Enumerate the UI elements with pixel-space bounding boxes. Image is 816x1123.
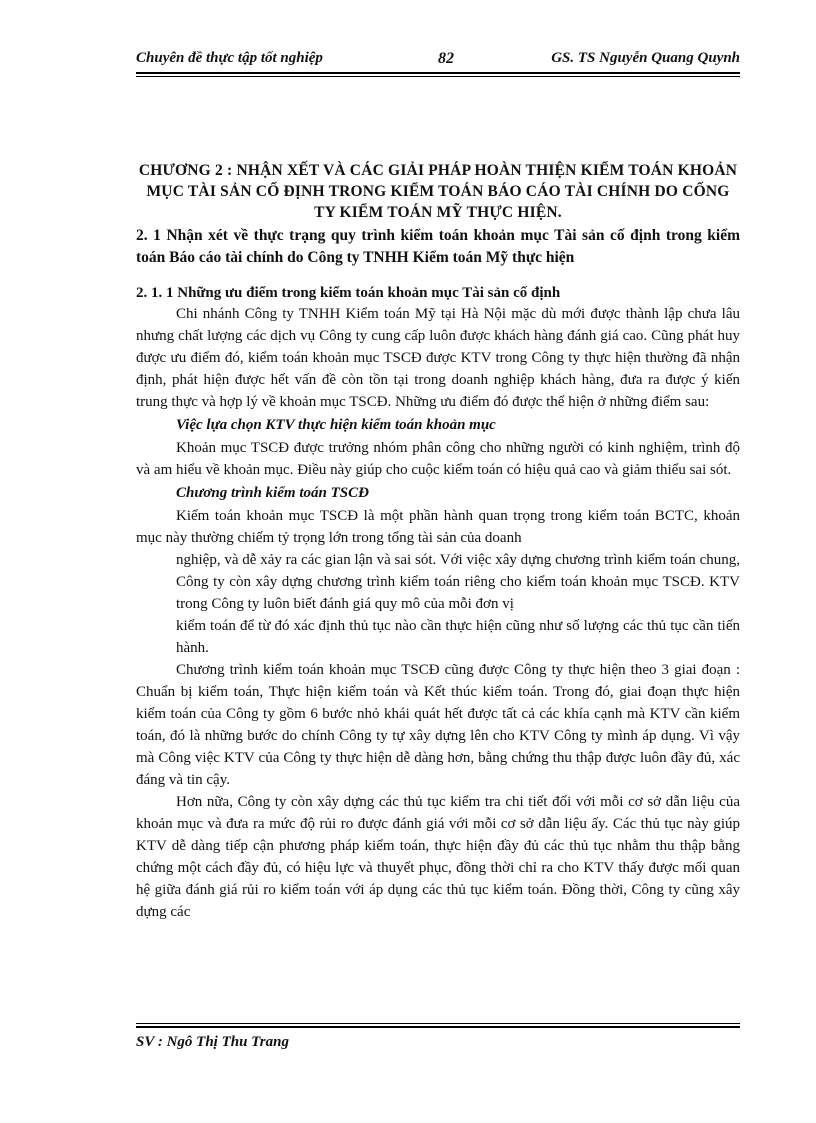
page-header: [136, 46, 740, 72]
header-document-title: Chuyên đề thực tập tốt nghiệp: [136, 50, 323, 66]
header-supervisor: GS. TS Nguyễn Quang Quynh: [551, 50, 740, 66]
chapter-title: CHƯƠNG 2 : NHẬN XẾT VÀ CÁC GIẢI PHÁP HOÀN THIỆN KIỂM TOÁN KHOẢN MỤC TÀI SẢN CỐ ĐỊNH TRONG KIỂM TOÁN BÁO CÁO TÀI CHÍNH DO CỐNG TY KIỂM TOÁN MỸ THỰC HIỆN.: [138, 162, 738, 221]
footer-student-name: SV : Ngô Thị Thu Trang: [136, 1034, 289, 1050]
footer-rule-thin: [136, 1023, 740, 1024]
page-body: [136, 160, 740, 923]
paragraph: Khoản mục TSCĐ được trưởng nhóm phân công cho những người có kinh nghiệm, trình độ và am hiểu về khoản mục. Điều này giúp cho cuộc kiểm toán có hiệu quả cao và giảm thiểu sai sót.: [136, 440, 740, 478]
section-title: 2. 1 Nhận xét về thực trạng quy trình kiểm toán khoản mục Tài sản cố định trong kiểm toán Báo cáo tài chính do Công ty TNHH Kiểm toán Mỹ thực hiện: [136, 227, 740, 266]
italic-subheading: Việc lựa chọn KTV thực hiện kiểm toán khoản mục: [176, 417, 496, 433]
paragraph: Hơn nữa, Công ty còn xây dựng các thủ tục kiểm tra chi tiết đối với mỗi cơ sở dẫn liệu của khoản mục và đưa ra mức độ rủi ro được đánh giá với mỗi cơ sở dẫn liệu ấy. Các thủ tục này giúp KTV dễ dàng tiếp cận phương pháp kiểm toán, thực hiện đầy đủ các thủ tục nhằm thu thập bằng chứng một cách đầy đủ, có hiệu lực và thuyết phục, đồng thời chỉ ra cho KTV thấy được mối quan hệ giữa đánh giá rủi ro kiểm toán với áp dụng các thủ tục kiểm toán. Đồng thời, Công ty cũng xây dựng các: [136, 794, 740, 920]
paragraph: Kiểm toán khoản mục TSCĐ là một phần hành quan trọng trong kiểm toán BCTC, khoản mục này thường chiếm tỷ trọng lớn trong tổng tài sản của doanh: [136, 508, 740, 546]
footer-rule-thick: [136, 1026, 740, 1028]
page-number: 82: [438, 50, 454, 67]
italic-subheading: Chương trình kiểm toán TSCĐ: [176, 485, 369, 501]
paragraph: Chi nhánh Công ty TNHH Kiểm toán Mỹ tại Hà Nội mặc dù mới được thành lập chưa lâu nhưng chất lượng các dịch vụ Công ty cung cấp luôn được khách hàng đánh giá cao. Cũng phát huy được ưu điểm đó, kiểm toán khoản mục TSCĐ được KTV trong Công ty thực hiện thường đã nhận định, phát hiện được hết vấn đề còn tồn tại trong doanh nghiệp khách hàng, đưa ra được ý kiến trung thực và hợp lý về khoản mục TSCĐ. Những ưu điểm đó được thể hiện ở những điểm sau:: [136, 306, 740, 410]
subsection-title: 2. 1. 1 Những ưu điểm trong kiểm toán khoản mục Tài sản cố định: [136, 285, 561, 301]
header-rule-thick: [136, 72, 740, 74]
paragraph: Chương trình kiểm toán khoản mục TSCĐ cũng được Công ty thực hiện theo 3 giai đoạn : Chuẩn bị kiểm toán, Thực hiện kiểm toán và Kết thúc kiểm toán. Trong đó, giai đoạn thực hiện kiểm toán của Công ty gồm 6 bước nhỏ khái quát hết được tất cả các khía cạnh mà KTV cần kiểm toán, đó là những bước do chính Công ty tự xây dựng lên cho KTV Công ty mình áp dụng. Vì vậy mà Công việc KTV của Công ty thực hiện dễ dàng hơn, bằng chứng thu thập được luôn đầy đủ, xác đáng và tin cậy.: [136, 662, 740, 788]
header-rule-thin: [136, 76, 740, 77]
paragraph: nghiệp, và dễ xảy ra các gian lận và sai sót. Với việc xây dựng chương trình kiểm toán chung, Công ty còn xây dựng chương trình kiểm toán riêng cho kiểm toán khoản mục TSCĐ. KTV trong Công ty luôn biết đánh giá quy mô của mỗi đơn vị: [176, 552, 740, 612]
paragraph: kiểm toán để từ đó xác định thủ tục nào cần thực hiện cũng như số lượng các thủ tục cần tiến hành.: [176, 618, 740, 656]
